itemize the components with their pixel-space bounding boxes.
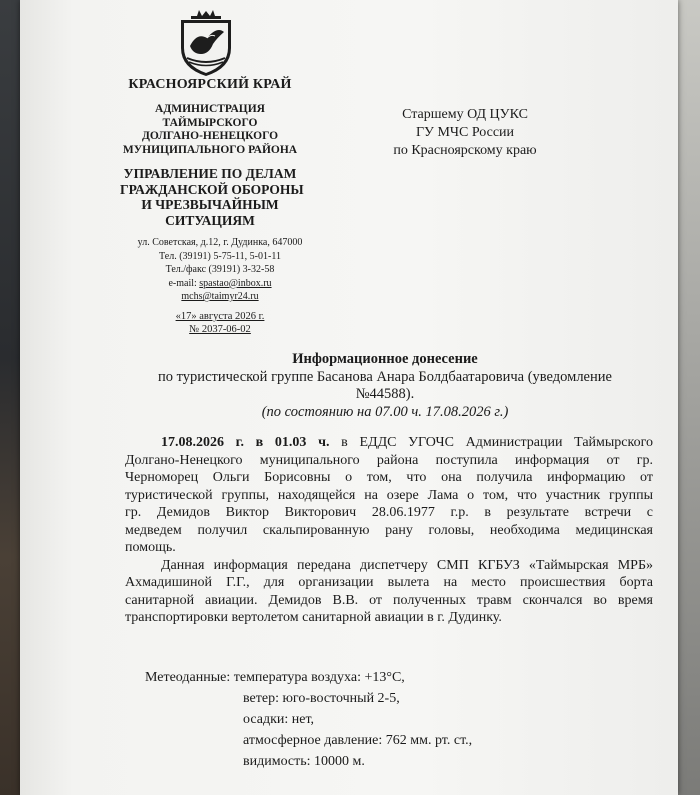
email-line: e-mail: spastao@inbox.ru bbox=[168, 277, 272, 289]
email-link-2: mchs@taimyr24.ru bbox=[181, 291, 259, 302]
paragraph-2-line: санитарной авиации. Демидов В.В. от полученных травм скончался во время bbox=[125, 592, 653, 608]
email-link-1: spastao@inbox.ru bbox=[199, 277, 272, 289]
coat-of-arms-icon bbox=[177, 8, 235, 78]
paragraph-1-line: помощь. bbox=[125, 540, 176, 555]
document-number: № 2037-06-02 bbox=[189, 323, 251, 335]
report-subtitle-1: по туристической группе Басанова Анара Болдбаатаровича (уведомление bbox=[158, 368, 612, 385]
meteo-precipitation: осадки: нет, bbox=[243, 712, 315, 727]
recipient-block: Старшему ОД ЦУКС ГУ МЧС России по Красноярскому краю bbox=[393, 107, 537, 158]
phone: Тел. (39191) 5-75-11, 5-01-11 bbox=[159, 250, 281, 262]
contact-block bbox=[120, 236, 320, 304]
paragraph-1-line: туристической группы, находящейся на озере Лама о том, что участник группы bbox=[125, 487, 653, 503]
address: ул. Советская, д.12, г. Дудинка, 647000 bbox=[137, 237, 303, 248]
meteo-wind: ветер: юго-восточный 2-5, bbox=[243, 691, 400, 706]
paragraph-1-line: Долгано-Ненецкого муниципального района поступила информация от гр. bbox=[125, 452, 653, 468]
paragraph-2-line: Ахмадишиной Г.Г., для организации вылета на место происшествия борта bbox=[125, 575, 653, 590]
fax: Тел./факс (39191) 3-32-58 bbox=[165, 264, 275, 275]
paragraph-1-line: медведем получил скальпированную рану головы, необходима медицинская bbox=[125, 522, 653, 538]
paragraph-2-line: транспортировки вертолетом санитарной авиации в г. Дудинку. bbox=[125, 610, 502, 625]
meteo-temperature: Метеоданные: температура воздуха: +13°С, bbox=[145, 670, 405, 685]
report-body bbox=[125, 434, 653, 627]
report-subtitle-2: №44588). bbox=[355, 386, 415, 402]
meteo-visibility: видимость: 10000 м. bbox=[243, 754, 365, 769]
document-page bbox=[20, 0, 678, 795]
meteo-block bbox=[145, 667, 615, 772]
paragraph-2-line: Данная информация передана диспетчеру СМП КГБУЗ «Таймырская МРБ» bbox=[161, 557, 653, 573]
document-date-number bbox=[120, 311, 320, 336]
region-name: КРАСНОЯРСКИЙ КРАЙ bbox=[128, 77, 292, 92]
document-date: «17» августа 2026 г. bbox=[175, 311, 265, 322]
paragraph-1-line: гр. Демидов Виктор Викторович 28.06.1977 г.р. в результате встречи с bbox=[125, 505, 653, 520]
department-name: УПРАВЛЕНИЕ ПО ДЕЛАМ ГРАЖДАНСКОЙ ОБОРОНЫ И ЧРЕЗВЫЧАЙНЫМ СИТУАЦИЯМ bbox=[120, 166, 304, 228]
administration-name: АДМИНИСТРАЦИЯ ТАЙМЫРСКОГО ДОЛГАНО-НЕНЕЦКОГО МУНИЦИПАЛЬНОГО РАЙОНА bbox=[122, 103, 298, 156]
paragraph-1-line: Черноморец Ольги Борисовны о том, что она получила информацию от bbox=[125, 470, 653, 485]
meteo-pressure: атмосферное давление: 762 мм. рт. ст., bbox=[243, 733, 473, 748]
paragraph-1-line: 17.08.2026 г. в 01.03 ч. в ЕДДС УГОЧС Администрации Таймырского bbox=[161, 435, 654, 450]
report-status: (по состоянию на 07.00 ч. 17.08.2026 г.) bbox=[261, 403, 509, 420]
report-title: Информационное донесение bbox=[292, 351, 478, 367]
report-title-block bbox=[120, 351, 650, 421]
